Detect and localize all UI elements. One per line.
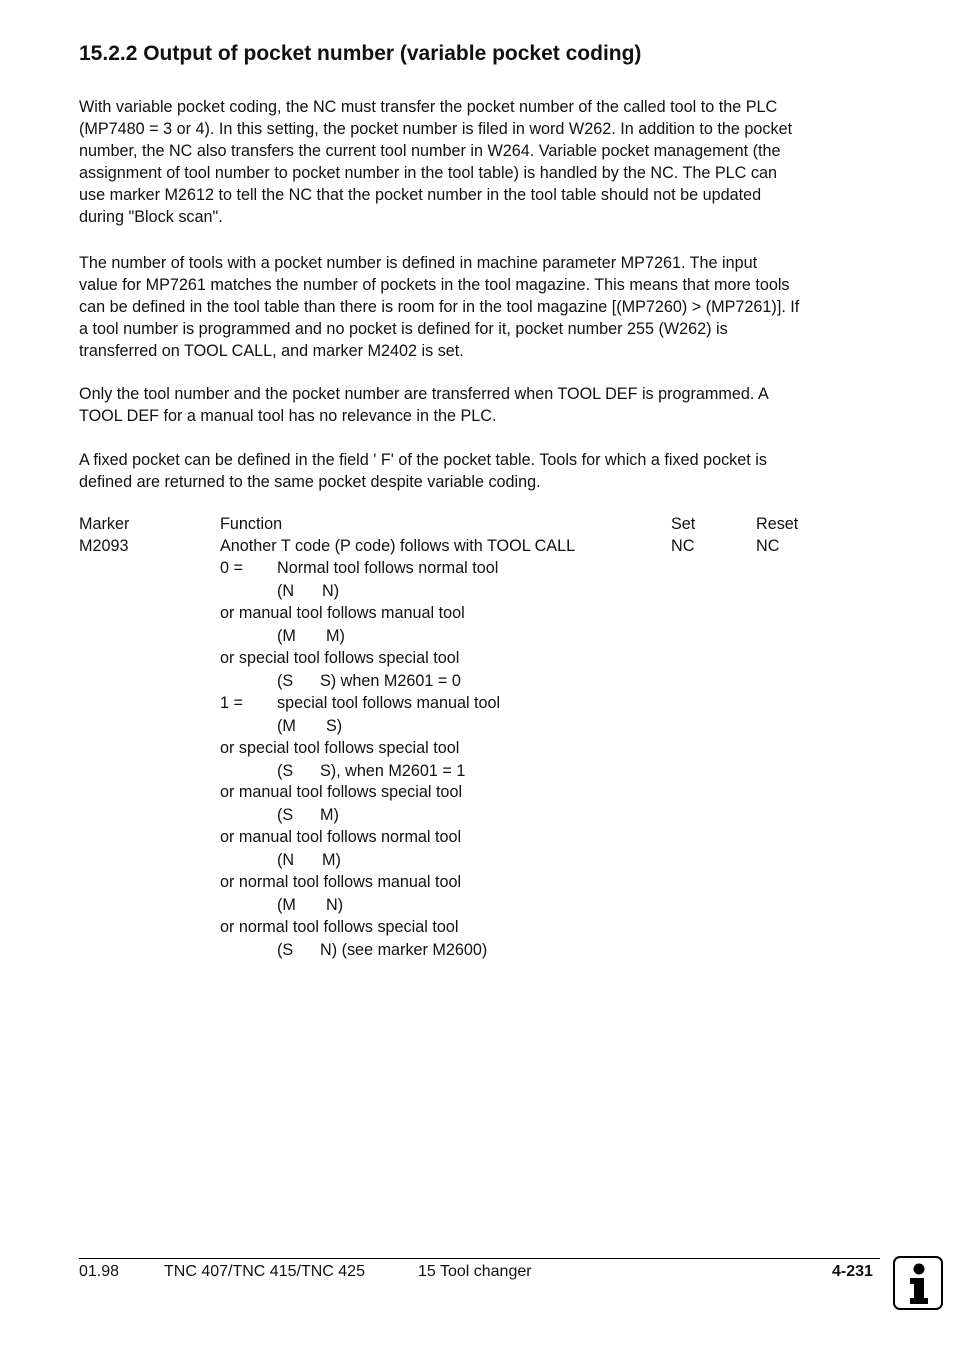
footer-page-number: 4-231 bbox=[832, 1263, 873, 1280]
text-line: With variable pocket coding, the NC must transfer the pocket number of the called tool to the PLC bbox=[79, 98, 778, 116]
paragraph-1 bbox=[79, 96, 889, 228]
detail-code-a: (S bbox=[277, 941, 294, 959]
detail-code-b: N) bbox=[322, 582, 340, 600]
detail-code-b: M) bbox=[320, 806, 339, 824]
detail-text: or normal tool follows special tool bbox=[220, 918, 459, 936]
detail-code-b: S) bbox=[326, 717, 343, 735]
detail-text: or manual tool follows normal tool bbox=[220, 828, 462, 846]
text-line: Only the tool number and the pocket number are transferred when TOOL DEF is programmed. A bbox=[79, 385, 769, 403]
text-line: number, the NC also transfers the current tool number in W264. Variable pocket management (the bbox=[79, 142, 781, 160]
text-line: use marker M2612 to tell the NC that the pocket number in the tool table should not be updated bbox=[79, 186, 762, 204]
text-line: defined are returned to the same pocket despite variable coding. bbox=[79, 473, 541, 491]
detail-text: or normal tool follows manual tool bbox=[220, 873, 462, 891]
text-line: A fixed pocket can be defined in the field ' F' of the pocket table. Tools for which a fixed pocket is bbox=[79, 451, 767, 469]
paragraph-2 bbox=[79, 252, 889, 362]
detail-code-a: (M bbox=[277, 717, 296, 735]
text-line: (MP7480 = 3 or 4). In this setting, the pocket number is filed in word W262. In addition to the pocket bbox=[79, 120, 793, 138]
info-icon bbox=[893, 1256, 943, 1310]
detail-prefix: 1 = bbox=[220, 694, 243, 712]
header-reset: Reset bbox=[756, 515, 799, 533]
detail-code-a: (M bbox=[277, 627, 296, 645]
detail-code-a: (S bbox=[277, 672, 294, 690]
detail-text: or manual tool follows special tool bbox=[220, 783, 463, 801]
header-set: Set bbox=[671, 515, 696, 533]
detail-code-a: (S bbox=[277, 762, 294, 780]
footer-chapter: 15 Tool changer bbox=[418, 1263, 532, 1280]
section-heading: 15.2.2 Output of pocket number (variable pocket coding) bbox=[79, 42, 642, 65]
detail-text: Normal tool follows normal tool bbox=[277, 559, 499, 577]
detail-code-b: N) (see marker M2600) bbox=[320, 941, 488, 959]
text-line: during "Block scan". bbox=[79, 208, 223, 226]
detail-code-b: S) when M2601 = 0 bbox=[320, 672, 461, 690]
detail-text: special tool follows manual tool bbox=[277, 694, 501, 712]
text-line: TOOL DEF for a manual tool has no relevance in the PLC. bbox=[79, 407, 497, 425]
detail-code-a: (N bbox=[277, 851, 295, 869]
footer-models: TNC 407/TNC 415/TNC 425 bbox=[164, 1263, 365, 1280]
detail-code-b: M) bbox=[322, 851, 341, 869]
detail-code-a: (N bbox=[277, 582, 295, 600]
header-function: Function bbox=[220, 515, 283, 533]
detail-text: or special tool follows special tool bbox=[220, 739, 460, 757]
text-line: transferred on TOOL CALL, and marker M2402 is set. bbox=[79, 342, 464, 360]
paragraph-3 bbox=[79, 383, 889, 427]
detail-code-b: M) bbox=[326, 627, 345, 645]
detail-code-b: N) bbox=[326, 896, 344, 914]
detail-prefix: 0 = bbox=[220, 559, 243, 577]
text-line: a tool number is programmed and no pocket is defined for it, pocket number 255 (W262) is bbox=[79, 320, 728, 338]
text-line: can be defined in the tool table than there is room for in the tool magazine [(MP7260) > (MP7261)]. If bbox=[79, 298, 800, 316]
row-set: NC bbox=[671, 537, 695, 555]
detail-text: or special tool follows special tool bbox=[220, 649, 460, 667]
row-reset: NC bbox=[756, 537, 780, 555]
text-line: assignment of tool number to pocket number in the tool table) is handled by the NC. The PLC can bbox=[79, 164, 777, 182]
text-line: value for MP7261 matches the number of pockets in the tool magazine. This means that more tools bbox=[79, 276, 790, 294]
footer-divider bbox=[79, 1258, 880, 1259]
detail-text: or manual tool follows manual tool bbox=[220, 604, 465, 622]
row-marker: M2093 bbox=[79, 537, 129, 555]
detail-code-a: (S bbox=[277, 806, 294, 824]
row-function: Another T code (P code) follows with TOOL CALL bbox=[220, 537, 576, 555]
footer-date: 01.98 bbox=[79, 1263, 120, 1280]
detail-code-a: (M bbox=[277, 896, 296, 914]
detail-code-b: S), when M2601 = 1 bbox=[320, 762, 466, 780]
info-icon-glyph bbox=[895, 1258, 941, 1308]
header-marker: Marker bbox=[79, 515, 130, 533]
text-line: The number of tools with a pocket number is defined in machine parameter MP7261. The input bbox=[79, 254, 758, 272]
paragraph-4 bbox=[79, 449, 889, 493]
